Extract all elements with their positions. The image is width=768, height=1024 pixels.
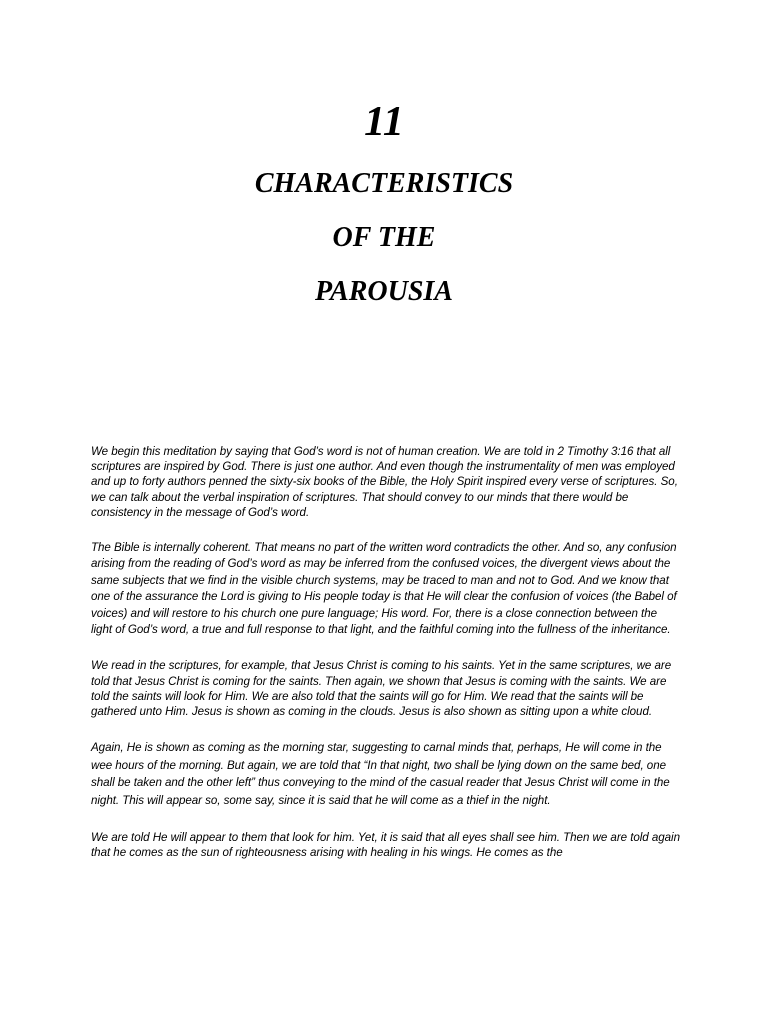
paragraph: We are told He will appear to them that look for him. Yet, it is said that all eyes shall see him. Then we are told again that he comes as the sun of righteousness arising with healing in his wings. He comes as the bbox=[91, 830, 680, 859]
paragraph: Again, He is shown as coming as the morning star, suggesting to carnal minds that, perhaps, He will come in the wee hours of the morning. But again, we are told that “In that night, two shall be lying down on the same bed, one shall be taken and the other left” thus conveying to the mind of the casual reader that Jesus Christ will come in the night. This will appear so, some say, since it is said that he will come as a thief in the night. bbox=[91, 741, 670, 808]
body-text bbox=[91, 444, 681, 880]
paragraph: The Bible is internally coherent. That means no part of the written word contradicts the other. And so, any confusion arising from the reading of God’s word as may be inferred from the confused voices, the divergent views about the same subjects that we find in the visible church systems, may be traced to man and not to God. And we know that one of the assurance the Lord is giving to His people today is that He will clear the confusion of voices (the Babel of voices) and will restore to his church one pure language; His word. For, there is a close connection between the light of God’s word, a true and full response to that light, and the faithful coming into the fullness of the inheritance. bbox=[91, 541, 677, 637]
paragraph: We begin this meditation by saying that God’s word is not of human creation. We are told in 2 Timothy 3:16 that all scriptures are inspired by God. There is just one author. And even though the instrumentality of men was employed and up to forty authors penned the sixty-six books of the Bible, the Holy Spirit inspired every verse of scriptures. So, we can talk about the verbal inspiration of scriptures. That should convey to our minds that there would be consistency in the message of God’s word. bbox=[91, 445, 678, 519]
paragraph: We read in the scriptures, for example, that Jesus Christ is coming to his saints. Yet in the same scriptures, we are told that Jesus Christ is coming for the saints. Then again, we shown that Jesus is coming with the saints. We are told the saints will look for Him. We are also told that the saints will go for Him. We read that the saints will be gathered unto Him. Jesus is shown as coming in the clouds. Jesus is also shown as sitting upon a white cloud. bbox=[91, 659, 672, 719]
chapter-number: 11 bbox=[364, 99, 404, 145]
chapter-title-line-3: PAROUSIA bbox=[315, 276, 453, 307]
chapter-title-line-2: OF THE bbox=[332, 222, 436, 253]
chapter-title-line-1: CHARACTERISTICS bbox=[254, 168, 514, 199]
